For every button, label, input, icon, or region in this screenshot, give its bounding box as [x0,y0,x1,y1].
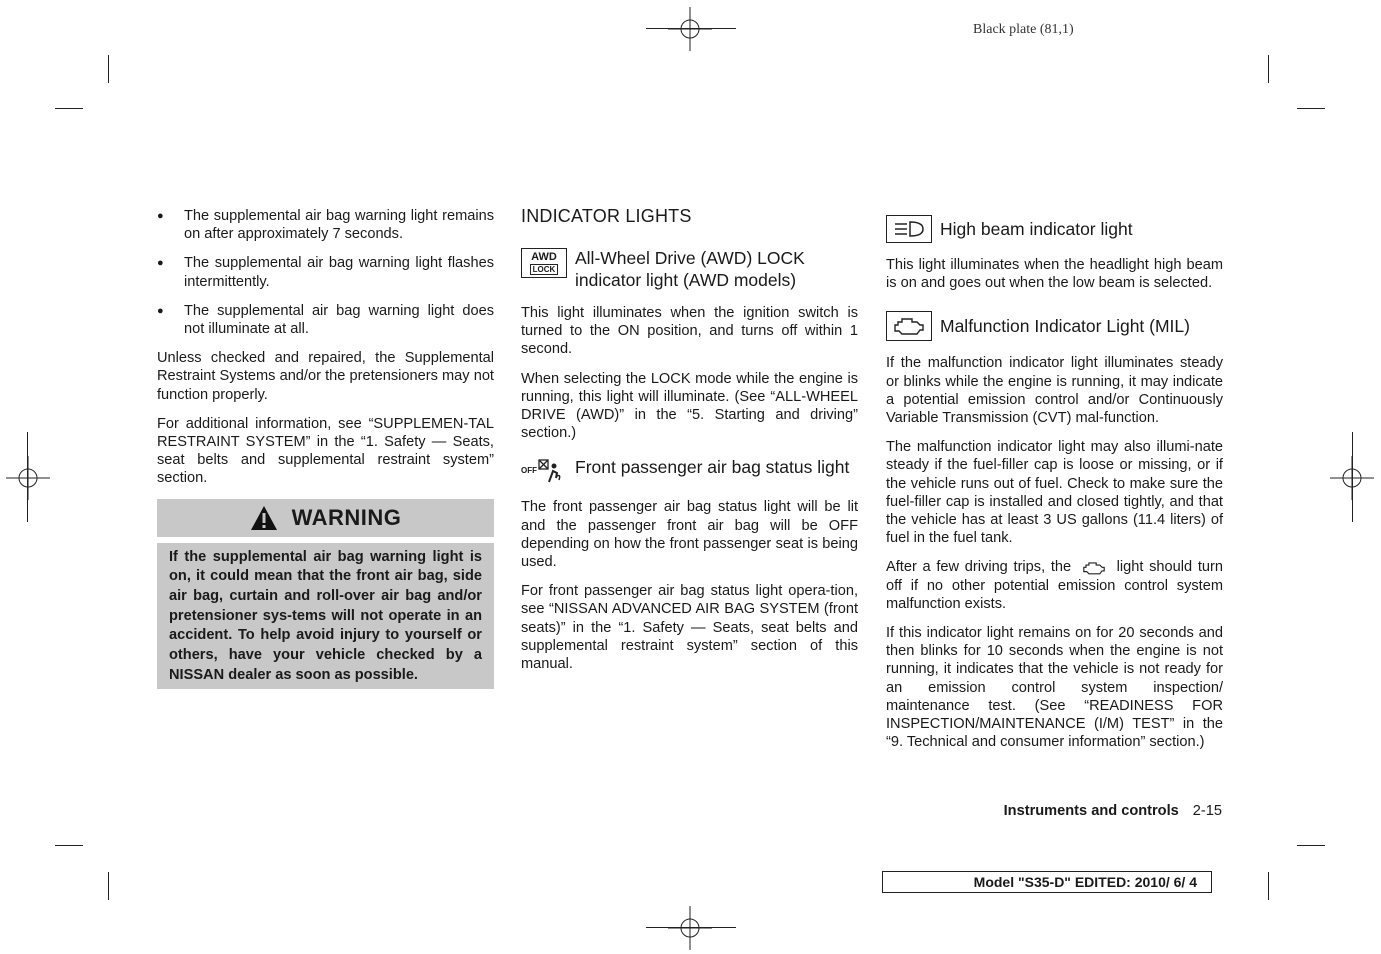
paragraph: This light illuminates when the ignition switch is turned to the ON position, and turns off within 1 second. [521,305,858,358]
awd-lock-icon: AWD LOCK [521,248,567,278]
page-footer [884,803,1222,819]
warning-triangle-icon [250,505,278,531]
registration-mark-left [6,456,50,500]
section-title: INDICATOR LIGHTS [521,206,692,226]
engine-icon [886,311,932,341]
paragraph: If the malfunction indicator light illuminates steady or blinks while the engine is running, it may indicate a potential emission control and/or Continuously Variable Transmission (CVT) mal-function. [886,355,1223,427]
registration-line-bottom [646,927,736,928]
high-beam-icon [886,215,932,243]
registration-line-left [27,432,28,522]
awd-indicator-heading [521,247,858,291]
awd-indicator-title: All-Wheel Drive (AWD) LOCK indicator light (AWD models) [575,248,805,290]
registration-mark-top [668,7,712,51]
warning-conditions-list [157,207,494,338]
airbag-status-title: Front passenger air bag status light [575,457,850,478]
list-item: ● The supplemental air bag warning light remains on after approximately 7 seconds. [157,207,494,243]
paragraph: Unless checked and repaired, the Supplemental Restraint Systems and/or the pretensioners may not function properly. [157,350,494,403]
registration-mark-bottom [668,906,712,950]
list-item: ● The supplemental air bag warning light flashes intermittently. [157,254,494,290]
paragraph: For front passenger air bag status light opera-tion, see “NISSAN ADVANCED AIR BAG SYSTEM (front seats)” in the “1. Safety — Seats, seat belts and supplemental restraint system” section of this manual. [521,583,858,673]
engine-inline-icon [1081,560,1107,576]
airbag-status-heading [521,456,858,485]
section-name: Instruments and controls [1003,803,1179,819]
registration-line-right [1352,432,1353,522]
paragraph: This light illuminates when the headlight high beam is on and goes out when the low beam is selected. [886,257,1223,292]
high-beam-heading [886,214,1223,243]
high-beam-title: High beam indicator light [940,218,1133,239]
warning-box [157,499,494,689]
warning-header [157,499,494,537]
mil-title: Malfunction Indicator Light (MIL) [940,315,1190,336]
plate-label: Black plate (81,1) [973,22,1074,37]
paragraph: After a few driving trips, the light should turn off if no other potential emission control system malfunction exists. [886,559,1223,612]
paragraph: If this indicator light remains on for 20 seconds and then blinks for 10 seconds when the engine is not running, it indicates that the vehicle is not ready for an emission control system inspection/ maintenance test. (See “READINESS FOR INSPECTION/MAINTENANCE (I/M) TEST” in the “9. Technical and consumer information” section.) [886,625,1223,751]
page-number: 2-15 [1192,803,1222,819]
mil-heading [886,310,1223,341]
right-column [886,214,1223,762]
left-column [157,207,494,689]
middle-column [521,205,858,684]
passenger-airbag-off-icon: OFF [521,457,567,485]
warning-title: WARNING [291,504,402,530]
model-edit-box: Model "S35-D" EDITED: 2010/ 6/ 4 [882,871,1212,893]
warning-body: If the supplemental air bag warning light is on, it could mean that the front air bag, side air bag, curtain and roll-over air bag and/or pretensioner sys-tems will not operate in an accident. To help avoid injury to yourself or others, have your vehicle checked by a NISSAN dealer as soon as possible. [157,543,494,689]
paragraph: When selecting the LOCK mode while the engine is running, this light will illuminate. (See “ALL-WHEEL DRIVE (AWD)” in the “5. Starting and driving” section.) [521,370,858,442]
paragraph: For additional information, see “SUPPLEMEN-TAL RESTRAINT SYSTEM” in the “1. Safety — Seats, seat belts and supplemental restraint system” section. [157,415,494,487]
registration-line-top [646,28,736,29]
paragraph: The malfunction indicator light may also illumi-nate steady if the fuel-filler cap is loose or missing, or if the vehicle runs out of fuel. Check to make sure the fuel-filler cap is installed and closed tightly, and that the vehicle has at least 3 US gallons (11.4 liters) of fuel in the fuel tank. [886,439,1223,547]
paragraph: The front passenger air bag status light will be lit and the passenger front air bag will be OFF depending on how the front passenger seat is being used. [521,499,858,571]
list-item: ● The supplemental air bag warning light does not illuminate at all. [157,302,494,338]
